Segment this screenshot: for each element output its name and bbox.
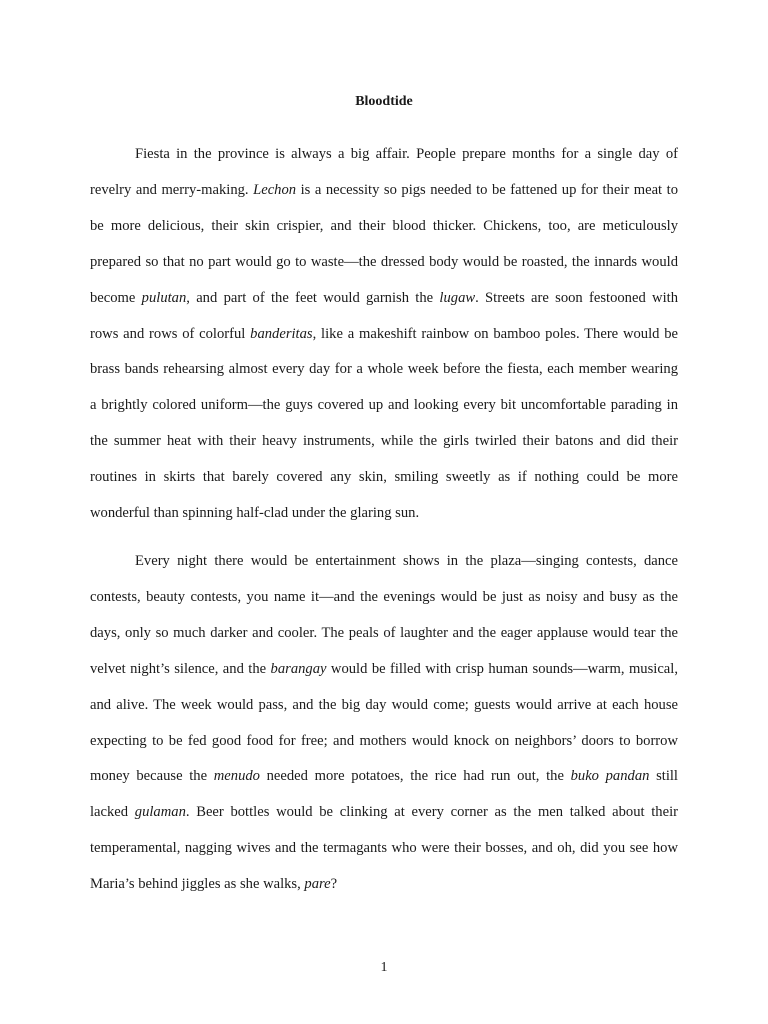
text-run: , and part of the feet would garnish the bbox=[186, 289, 440, 306]
text-line bbox=[90, 352, 678, 388]
italic-term: buko pandan bbox=[570, 768, 650, 785]
text-line bbox=[90, 652, 678, 688]
italic-term: pare bbox=[304, 876, 331, 893]
italic-term: pulutan bbox=[141, 289, 187, 306]
body-paragraph-1 bbox=[90, 137, 678, 532]
italic-term: banderitas bbox=[250, 325, 313, 342]
text-run: the summer heat with their heavy instruments, while the girls twirled their batons and did their bbox=[90, 433, 678, 450]
text-run: would be filled with crisp human sounds—warm, musical, bbox=[326, 660, 678, 677]
text-run: expecting to be fed good food for free; and mothers would knock on neighbors’ doors to borrow bbox=[90, 732, 678, 749]
text-line bbox=[90, 245, 678, 281]
text-line bbox=[90, 759, 678, 795]
text-line bbox=[90, 496, 678, 532]
text-line bbox=[90, 388, 678, 424]
text-run: contests, beauty contests, you name it—and the evenings would be just as noisy and busy as the bbox=[90, 588, 678, 605]
body-paragraph-2 bbox=[90, 544, 678, 903]
text-run: needed more potatoes, the rice had run out, the bbox=[259, 768, 571, 785]
text-line bbox=[90, 831, 678, 867]
text-run: , like a makeshift rainbow on bamboo poles. There would be bbox=[312, 325, 679, 342]
text-line bbox=[90, 580, 678, 616]
text-line bbox=[90, 544, 678, 580]
text-line bbox=[90, 281, 678, 317]
text-run: temperamental, nagging wives and the termagants who were their bosses, and oh, did you see how bbox=[90, 840, 678, 857]
italic-term: lugaw bbox=[439, 289, 476, 306]
text-run: . Beer bottles would be clinking at every corner as the men talked about their bbox=[185, 804, 678, 821]
text-run: Every night there would be entertainment shows in the plaza—singing contests, dance bbox=[135, 553, 678, 569]
text-run: routines in skirts that barely covered any skin, smiling sweetly as if nothing could be more bbox=[90, 469, 678, 486]
text-run: Maria’s behind jiggles as she walks, bbox=[90, 876, 305, 893]
text-line bbox=[90, 724, 678, 760]
text-run: Fiesta in the province is always a big affair. People prepare months for a single day of bbox=[135, 146, 678, 162]
italic-term: gulaman bbox=[134, 804, 186, 821]
italic-term: Lechon bbox=[253, 181, 297, 198]
text-line bbox=[90, 867, 678, 903]
text-line bbox=[90, 795, 678, 831]
page-number: 1 bbox=[380, 960, 388, 975]
text-run: lacked bbox=[90, 804, 135, 821]
italic-term: menudo bbox=[213, 768, 260, 785]
text-run: still bbox=[649, 768, 678, 785]
text-run: wonderful than spinning half-clad under the glaring sun. bbox=[90, 505, 420, 522]
text-run: ? bbox=[330, 876, 338, 893]
text-run: become bbox=[90, 289, 142, 306]
text-run: rows and rows of colorful bbox=[90, 325, 251, 342]
text-run: revelry and merry-making. bbox=[90, 181, 254, 198]
text-run: and alive. The week would pass, and the big day would come; guests would arrive at each house bbox=[90, 696, 678, 713]
text-run: is a necessity so pigs needed to be fattened up for their meat to bbox=[296, 181, 678, 198]
text-run: days, only so much darker and cooler. The peals of laughter and the eager applause would tear the bbox=[90, 624, 678, 641]
text-run: velvet night’s silence, and the bbox=[90, 660, 271, 677]
text-line bbox=[90, 209, 678, 245]
text-line bbox=[90, 317, 678, 353]
text-line bbox=[90, 173, 678, 209]
text-line bbox=[90, 688, 678, 724]
text-line bbox=[90, 460, 678, 496]
text-run: money because the bbox=[90, 768, 214, 785]
text-run: brass bands rehearsing almost every day for a whole week before the fiesta, each member wearing bbox=[90, 361, 678, 378]
document-title: Bloodtide bbox=[355, 94, 413, 109]
text-run: . Streets are soon festooned with bbox=[475, 289, 678, 306]
text-run: be more delicious, their skin crispier, and their blood thicker. Chickens, too, are meticulously bbox=[90, 217, 678, 234]
text-line bbox=[90, 137, 678, 173]
text-line bbox=[90, 616, 678, 652]
text-run: a brightly colored uniform—the guys covered up and looking every bit uncomfortable parading in bbox=[90, 397, 678, 414]
text-line bbox=[90, 424, 678, 460]
text-run: prepared so that no part would go to waste—the dressed body would be roasted, the innards would bbox=[90, 253, 678, 270]
italic-term: barangay bbox=[270, 660, 327, 677]
